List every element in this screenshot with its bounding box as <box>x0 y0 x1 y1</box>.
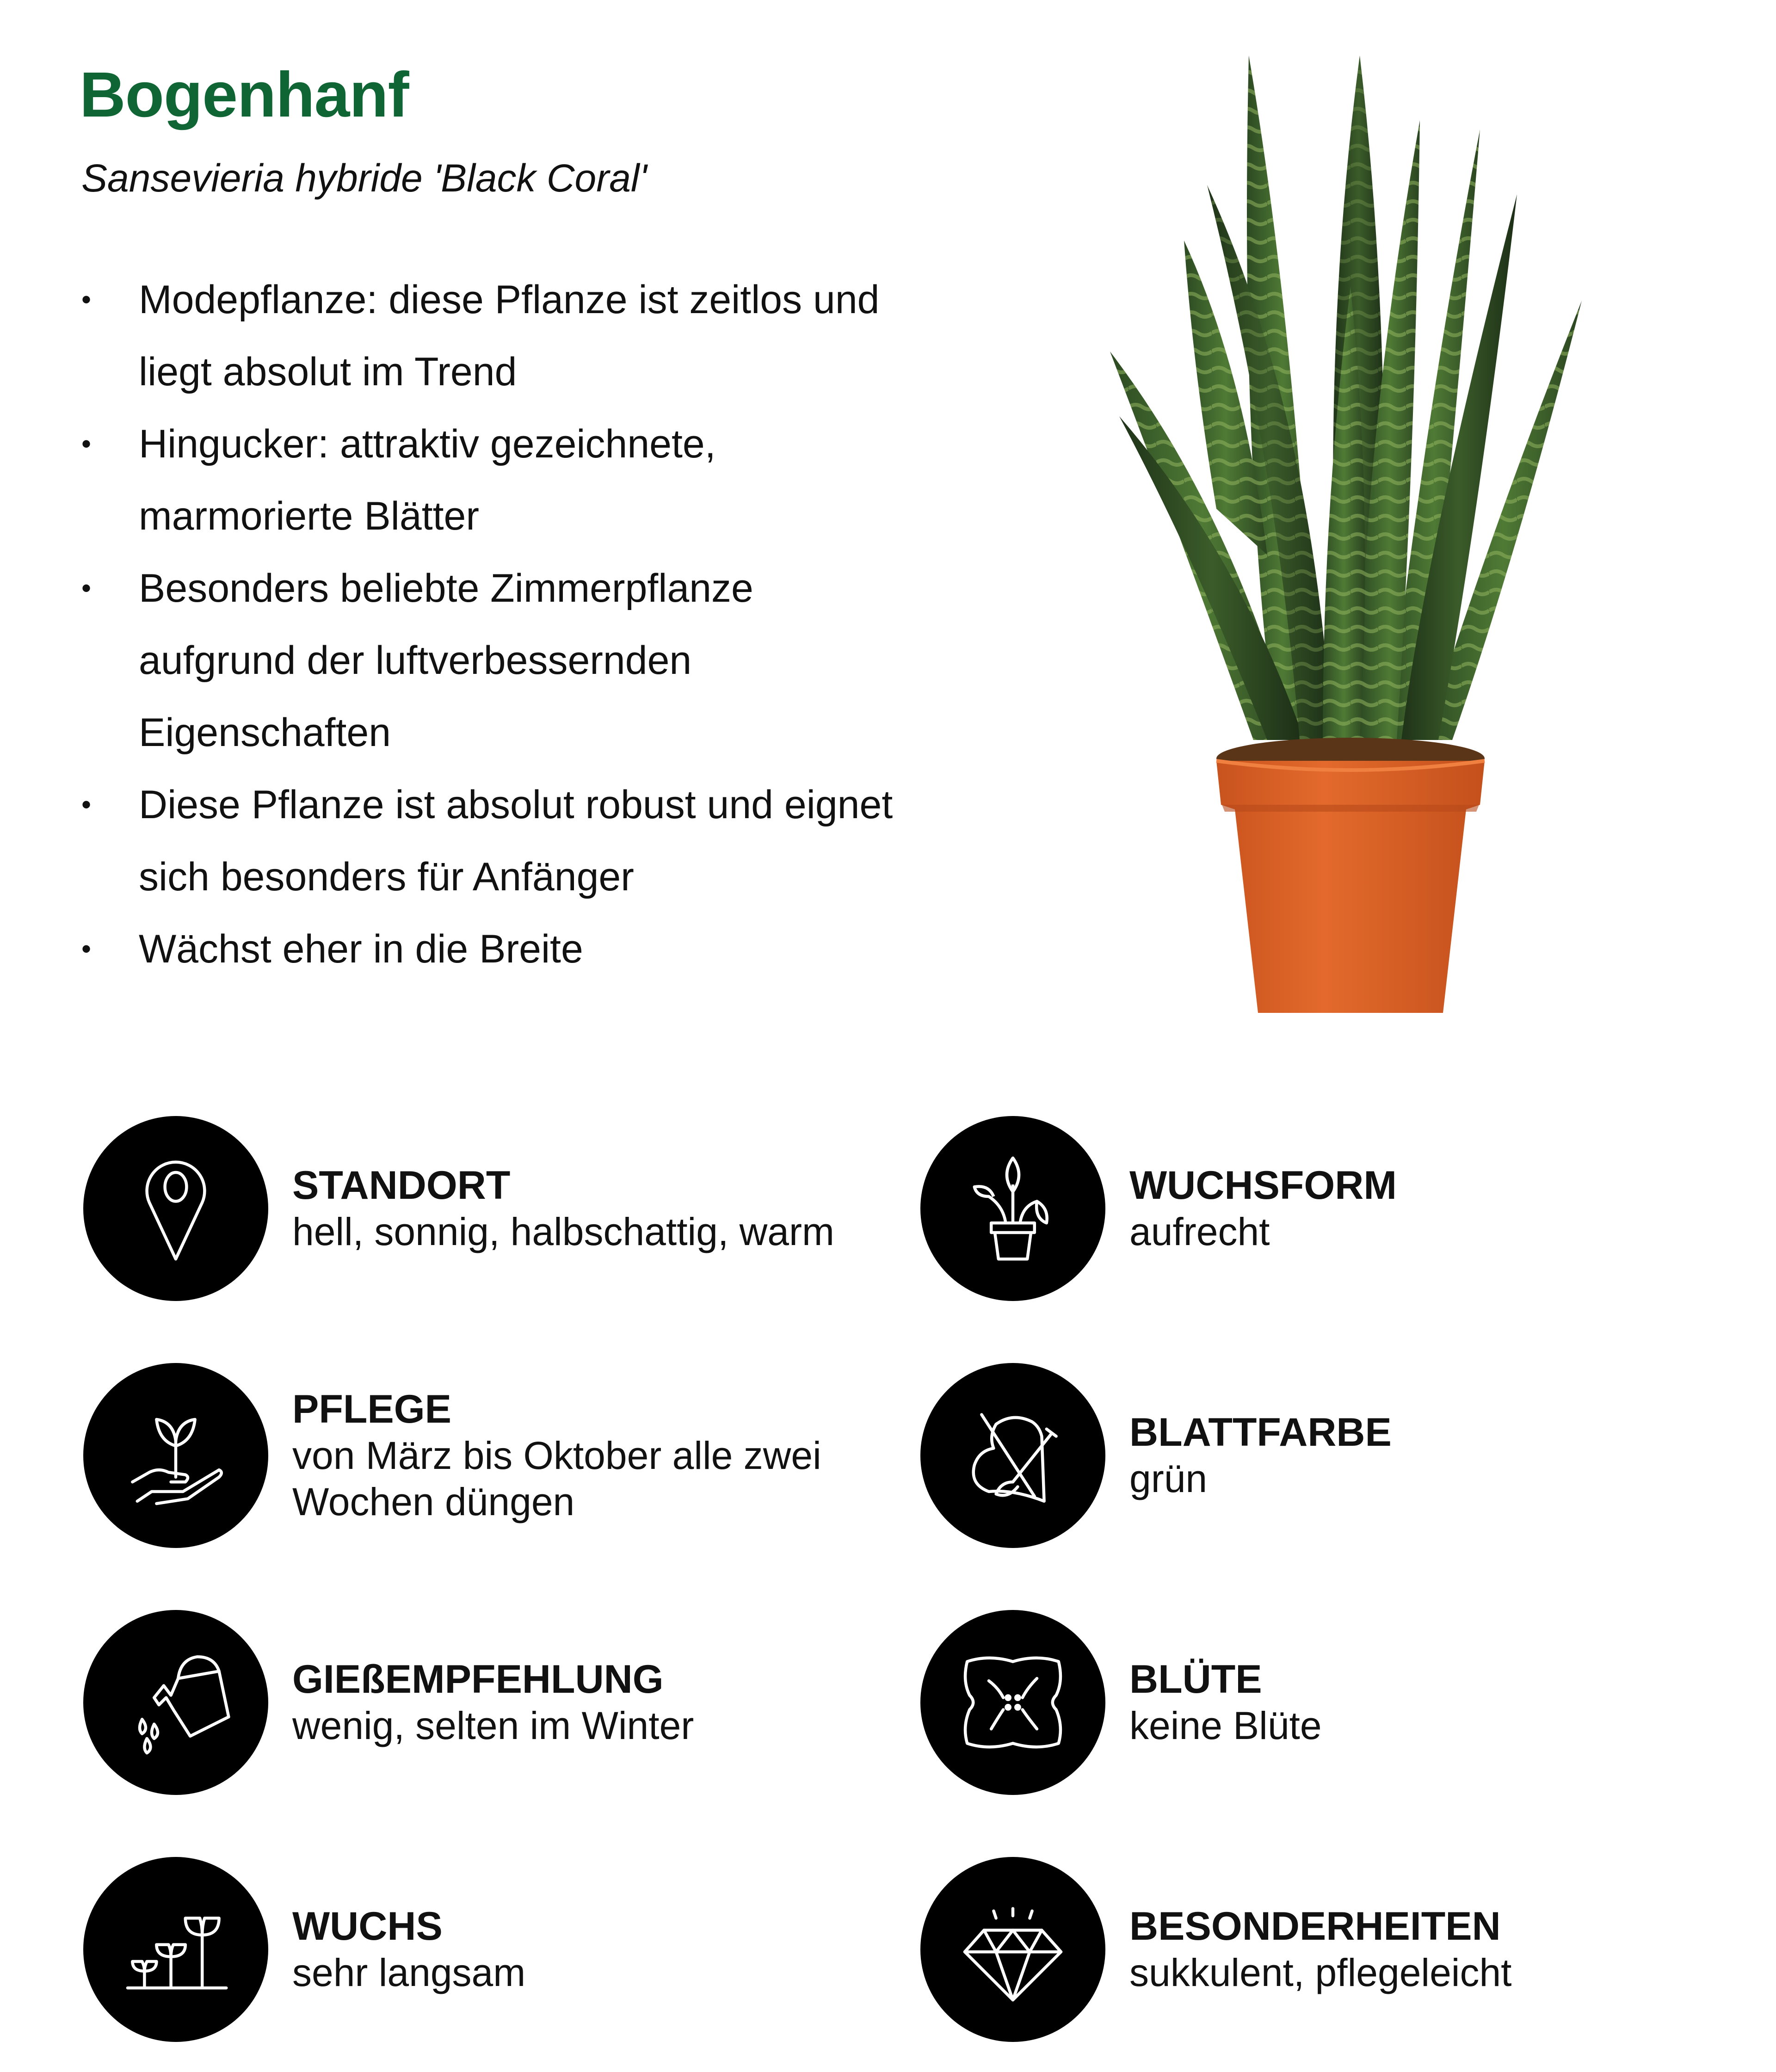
bullet-item-continuation: sich besonders für Anfänger <box>139 855 634 899</box>
feature-besonderheiten <box>920 1857 1512 2042</box>
watering-can-icon <box>83 1610 268 1795</box>
feature-label: WUCHS <box>292 1904 443 1949</box>
feature-pflege <box>83 1363 821 1548</box>
potted-plant-icon <box>920 1116 1105 1301</box>
feature-value: aufrecht <box>1129 1210 1270 1253</box>
hand-seedling-icon <box>83 1363 268 1548</box>
feature-label: BESONDERHEITEN <box>1129 1904 1501 1949</box>
feature-wuchs <box>83 1857 525 2042</box>
feature-label: BLÜTE <box>1129 1657 1262 1702</box>
bullet-dot-icon: • <box>81 284 92 315</box>
bullet-item: • Besonders beliebte Zimmerpflanze <box>79 552 957 624</box>
feature-bullet-list <box>79 264 957 985</box>
bullet-item-continuation: liegt absolut im Trend <box>139 350 517 394</box>
snake-plant-image <box>1101 46 1600 1027</box>
bullet-item: • Diese Pflanze ist absolut robust und eignet <box>79 769 957 841</box>
bullet-dot-icon: • <box>81 573 92 604</box>
feature-blattfarbe <box>920 1363 1392 1548</box>
bullet-dot-icon: • <box>81 933 92 964</box>
bullet-dot-icon: • <box>81 428 92 459</box>
feature-label: WUCHSFORM <box>1129 1163 1397 1208</box>
location-pin-icon <box>83 1116 268 1301</box>
feature-bluete <box>920 1610 1322 1795</box>
bullet-item: • Hingucker: attraktiv gezeichnete, <box>79 408 957 480</box>
bullet-item: • Wächst eher in die Breite <box>79 913 957 985</box>
feature-value: keine Blüte <box>1129 1704 1322 1747</box>
bullet-item-continuation: aufgrund der luftverbessernden <box>139 638 692 683</box>
feature-value: von März bis Oktober alle zwei <box>292 1434 821 1477</box>
feature-label: STANDORT <box>292 1163 511 1208</box>
feature-label: PFLEGE <box>292 1387 452 1431</box>
feature-value: wenig, selten im Winter <box>292 1704 694 1747</box>
feature-standort <box>83 1116 834 1301</box>
bullet-dot-icon: • <box>81 789 92 820</box>
feature-value: hell, sonnig, halbschattig, warm <box>292 1210 834 1253</box>
bullet-item: • Modepflanze: diese Pflanze ist zeitlos und <box>79 264 957 336</box>
seedlings-growth-icon <box>83 1857 268 2042</box>
feature-giessempfehlung <box>83 1610 694 1795</box>
bullet-item-continuation: marmorierte Blätter <box>139 494 479 538</box>
flower-icon <box>920 1610 1105 1795</box>
feature-label: GIEßEMPFEHLUNG <box>292 1657 664 1702</box>
feature-label: BLATTFARBE <box>1129 1410 1392 1455</box>
feature-value: sukkulent, pflegeleicht <box>1129 1951 1512 1994</box>
bullet-item-continuation: Eigenschaften <box>139 710 391 755</box>
botanical-name: Sansevieria hybride 'Black Coral' <box>81 156 647 200</box>
plant-title: Bogenhanf <box>80 59 409 130</box>
leaf-brush-icon <box>920 1363 1105 1548</box>
feature-value: sehr langsam <box>292 1951 526 1994</box>
feature-wuchsform <box>920 1116 1397 1301</box>
diamond-icon <box>920 1857 1105 2042</box>
feature-value-continuation: Wochen düngen <box>292 1480 575 1523</box>
feature-value: grün <box>1129 1457 1208 1500</box>
